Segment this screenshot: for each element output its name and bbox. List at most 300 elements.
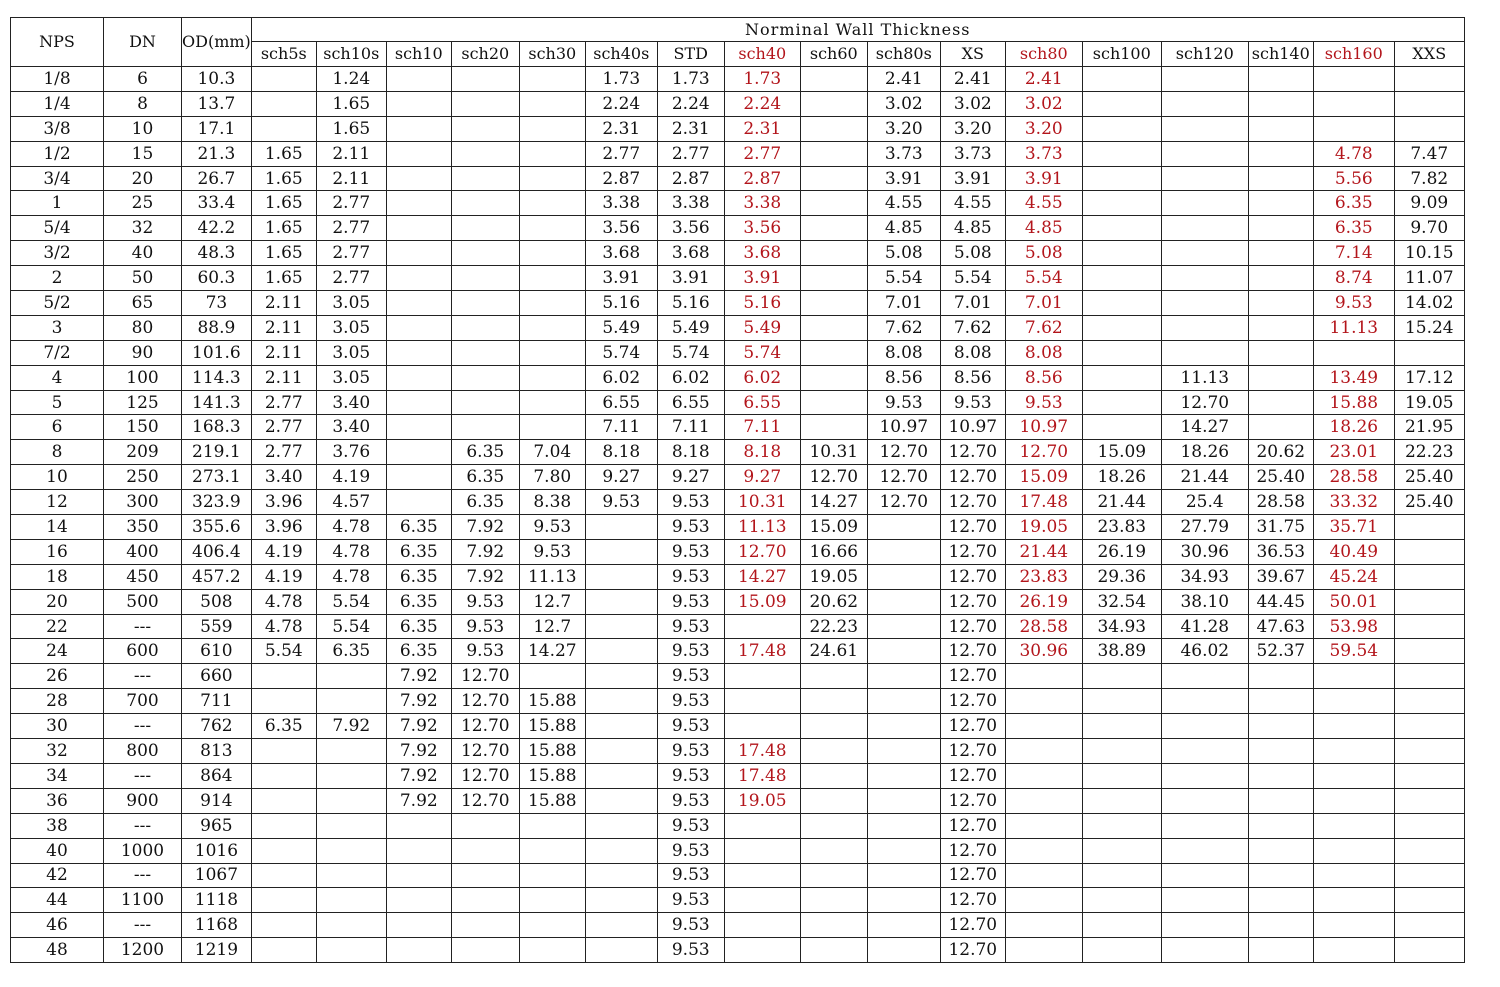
table-cell [1161, 216, 1248, 241]
table-cell: 12.7 [519, 614, 585, 639]
table-cell: 150 [104, 415, 182, 440]
table-cell [1161, 141, 1248, 166]
table-cell [386, 838, 451, 863]
table-cell: 23.01 [1313, 440, 1394, 465]
table-cell: 3.20 [867, 116, 940, 141]
table-cell: 900 [104, 788, 182, 813]
table-cell [251, 763, 316, 788]
table-cell: 209 [104, 440, 182, 465]
table-cell [1082, 913, 1161, 938]
table-cell [585, 614, 657, 639]
table-cell [1394, 116, 1464, 141]
table-cell: 88.9 [182, 315, 252, 340]
table-cell: 21.3 [182, 141, 252, 166]
table-row [11, 216, 1465, 241]
table-cell [867, 788, 940, 813]
table-cell [251, 67, 316, 92]
table-cell: 6 [104, 67, 182, 92]
table-cell: 24.61 [800, 639, 867, 664]
table-cell: 6.35 [1313, 191, 1394, 216]
table-cell: 30 [11, 714, 104, 739]
table-cell [1248, 241, 1313, 266]
table-cell: 38 [11, 813, 104, 838]
table-cell: 6.35 [386, 564, 451, 589]
table-cell [800, 739, 867, 764]
table-cell [800, 813, 867, 838]
table-cell [724, 689, 800, 714]
table-cell: 28.58 [1248, 490, 1313, 515]
table-cell: 762 [182, 714, 252, 739]
table-cell: 17.48 [1005, 490, 1082, 515]
table-cell [316, 813, 386, 838]
table-cell: 12.70 [940, 813, 1005, 838]
table-cell: 8.56 [940, 365, 1005, 390]
table-cell [519, 191, 585, 216]
pipe-schedule-table [10, 17, 1465, 963]
table-cell: 9.53 [657, 938, 724, 963]
table-cell: 15.24 [1394, 315, 1464, 340]
table-cell [451, 91, 519, 116]
table-cell: 1 [11, 191, 104, 216]
table-cell: 9.53 [657, 639, 724, 664]
table-cell [251, 788, 316, 813]
table-cell [386, 241, 451, 266]
table-cell: 101.6 [182, 340, 252, 365]
table-cell [251, 913, 316, 938]
table-cell: 2.87 [585, 166, 657, 191]
table-cell: 700 [104, 689, 182, 714]
table-cell [1161, 938, 1248, 963]
table-cell: 2.41 [1005, 67, 1082, 92]
table-row [11, 365, 1465, 390]
table-cell: 21.44 [1082, 490, 1161, 515]
table-cell [1248, 390, 1313, 415]
table-cell: 3.68 [657, 241, 724, 266]
table-cell: 5.16 [657, 291, 724, 316]
table-cell [1005, 913, 1082, 938]
table-cell: 4.78 [251, 614, 316, 639]
table-cell [1082, 763, 1161, 788]
table-cell: 2.77 [251, 390, 316, 415]
table-cell [519, 340, 585, 365]
table-cell [1248, 788, 1313, 813]
table-cell: 38.10 [1161, 589, 1248, 614]
table-cell: 2.87 [724, 166, 800, 191]
table-cell: 508 [182, 589, 252, 614]
table-cell: 1.73 [585, 67, 657, 92]
table-cell: 4.78 [251, 589, 316, 614]
table-cell: 20 [11, 589, 104, 614]
table-cell: 7.11 [657, 415, 724, 440]
table-cell [800, 664, 867, 689]
table-cell [1005, 813, 1082, 838]
table-cell: 16 [11, 539, 104, 564]
table-cell: 9.53 [657, 664, 724, 689]
table-cell [1313, 67, 1394, 92]
table-cell: 8.74 [1313, 266, 1394, 291]
table-cell: 114.3 [182, 365, 252, 390]
table-cell [1161, 739, 1248, 764]
table-row [11, 91, 1465, 116]
table-cell: 12.70 [940, 863, 1005, 888]
table-cell [867, 539, 940, 564]
table-cell: 40 [11, 838, 104, 863]
table-cell [1005, 714, 1082, 739]
table-cell: 2.24 [657, 91, 724, 116]
table-cell: 9.27 [657, 465, 724, 490]
table-cell: 2.11 [251, 340, 316, 365]
table-cell [1394, 664, 1464, 689]
table-cell [1082, 788, 1161, 813]
table-cell: 12.70 [940, 539, 1005, 564]
table-cell [251, 116, 316, 141]
table-cell [585, 863, 657, 888]
table-cell: 1.65 [251, 266, 316, 291]
table-row [11, 241, 1465, 266]
table-cell: 15.88 [519, 714, 585, 739]
table-cell: 5/4 [11, 216, 104, 241]
table-cell [519, 838, 585, 863]
header-sch5s: sch5s [251, 42, 316, 67]
header-nps: NPS [11, 18, 104, 67]
table-cell: 2.11 [316, 141, 386, 166]
table-cell: 6.35 [451, 465, 519, 490]
table-cell [800, 888, 867, 913]
table-cell: 6.35 [386, 639, 451, 664]
table-cell [867, 913, 940, 938]
header-sch100: sch100 [1082, 42, 1161, 67]
table-cell: 3.20 [940, 116, 1005, 141]
table-cell: 7.62 [940, 315, 1005, 340]
table-cell [386, 116, 451, 141]
table-cell [1394, 614, 1464, 639]
table-cell [316, 689, 386, 714]
table-cell: 1.65 [251, 166, 316, 191]
table-cell [519, 863, 585, 888]
table-cell: 12.70 [451, 664, 519, 689]
table-cell [1248, 888, 1313, 913]
table-cell: 42.2 [182, 216, 252, 241]
table-cell: 11.13 [1313, 315, 1394, 340]
table-cell: 33.32 [1313, 490, 1394, 515]
table-cell [1248, 166, 1313, 191]
table-cell: 9.53 [657, 763, 724, 788]
table-cell: 5.54 [867, 266, 940, 291]
table-cell [519, 266, 585, 291]
table-cell: 13.7 [182, 91, 252, 116]
table-cell: 6.02 [724, 365, 800, 390]
table-cell: 27.79 [1161, 515, 1248, 540]
table-row [11, 938, 1465, 963]
table-cell: 1/4 [11, 91, 104, 116]
table-cell: 2.77 [251, 415, 316, 440]
table-cell: 15.88 [519, 763, 585, 788]
table-cell [451, 315, 519, 340]
table-cell [1161, 888, 1248, 913]
table-cell [1161, 166, 1248, 191]
table-cell: 9.53 [451, 614, 519, 639]
table-cell [800, 315, 867, 340]
table-cell [1161, 763, 1248, 788]
table-cell: 4.19 [251, 564, 316, 589]
table-cell: 5.54 [251, 639, 316, 664]
table-cell [451, 67, 519, 92]
table-cell: 2.31 [724, 116, 800, 141]
table-cell: 33.4 [182, 191, 252, 216]
table-cell: 15.88 [1313, 390, 1394, 415]
table-cell: 6.35 [386, 515, 451, 540]
table-cell: 4 [11, 365, 104, 390]
table-cell [1161, 714, 1248, 739]
table-cell [451, 141, 519, 166]
table-cell [1394, 689, 1464, 714]
table-cell [1248, 191, 1313, 216]
table-cell: 25.40 [1248, 465, 1313, 490]
table-cell [800, 340, 867, 365]
table-cell: 32 [104, 216, 182, 241]
table-cell: 10.97 [940, 415, 1005, 440]
table-cell [251, 838, 316, 863]
table-cell [585, 564, 657, 589]
table-cell: 5.08 [867, 241, 940, 266]
table-cell: 4.57 [316, 490, 386, 515]
table-cell: 2.77 [316, 216, 386, 241]
table-cell: 1067 [182, 863, 252, 888]
table-cell: 11.07 [1394, 266, 1464, 291]
table-row [11, 714, 1465, 739]
table-cell [451, 913, 519, 938]
table-cell [1394, 515, 1464, 540]
header-sch80: sch80 [1005, 42, 1082, 67]
table-cell: 23.83 [1005, 564, 1082, 589]
table-cell: 47.63 [1248, 614, 1313, 639]
table-cell: 10 [11, 465, 104, 490]
table-cell: --- [104, 913, 182, 938]
table-cell [1248, 291, 1313, 316]
table-cell [1394, 589, 1464, 614]
table-cell [251, 689, 316, 714]
table-cell: 15.88 [519, 739, 585, 764]
table-cell [1248, 91, 1313, 116]
table-cell: 36 [11, 788, 104, 813]
header-sch80s: sch80s [867, 42, 940, 67]
table-cell [800, 291, 867, 316]
header-sch160: sch160 [1313, 42, 1394, 67]
table-cell: --- [104, 664, 182, 689]
table-cell: 1.65 [251, 141, 316, 166]
table-cell: --- [104, 813, 182, 838]
table-cell [1005, 739, 1082, 764]
table-cell [1161, 838, 1248, 863]
table-cell: 2.77 [316, 266, 386, 291]
table-cell [386, 888, 451, 913]
table-cell: 11.13 [519, 564, 585, 589]
table-cell: 3 [11, 315, 104, 340]
table-cell: 22.23 [1394, 440, 1464, 465]
table-cell [519, 664, 585, 689]
table-cell [867, 614, 940, 639]
table-cell [1248, 813, 1313, 838]
table-cell [867, 863, 940, 888]
table-cell: 73 [182, 291, 252, 316]
table-cell [316, 863, 386, 888]
table-cell: 1100 [104, 888, 182, 913]
table-cell: 3.91 [657, 266, 724, 291]
table-cell: 11.13 [1161, 365, 1248, 390]
table-cell: 2.41 [940, 67, 1005, 92]
table-cell [386, 913, 451, 938]
table-cell [519, 415, 585, 440]
table-cell [386, 490, 451, 515]
table-cell: 3.05 [316, 315, 386, 340]
table-cell: 3/8 [11, 116, 104, 141]
table-cell: 813 [182, 739, 252, 764]
table-cell: 1.65 [251, 241, 316, 266]
table-cell [1313, 788, 1394, 813]
table-cell [724, 614, 800, 639]
table-cell: 323.9 [182, 490, 252, 515]
table-cell [724, 664, 800, 689]
table-cell: 17.48 [724, 739, 800, 764]
table-cell [316, 913, 386, 938]
table-cell [867, 714, 940, 739]
table-cell: 4.55 [940, 191, 1005, 216]
table-cell: 9.53 [657, 813, 724, 838]
table-cell: 22 [11, 614, 104, 639]
table-cell: 19.05 [1394, 390, 1464, 415]
table-cell: 1.65 [316, 91, 386, 116]
table-cell [800, 241, 867, 266]
table-cell: 12.70 [940, 664, 1005, 689]
table-cell [800, 714, 867, 739]
table-cell [1248, 664, 1313, 689]
table-cell [251, 888, 316, 913]
table-cell [867, 639, 940, 664]
table-cell: 450 [104, 564, 182, 589]
table-cell: 29.36 [1082, 564, 1161, 589]
table-cell [1161, 788, 1248, 813]
table-row [11, 788, 1465, 813]
table-cell: 15.09 [724, 589, 800, 614]
table-cell [1248, 714, 1313, 739]
table-cell [451, 191, 519, 216]
table-cell: 3/2 [11, 241, 104, 266]
table-cell [386, 813, 451, 838]
table-cell: 65 [104, 291, 182, 316]
table-cell: 12.70 [867, 465, 940, 490]
table-cell: 13.49 [1313, 365, 1394, 390]
table-cell: 7.80 [519, 465, 585, 490]
table-cell: 8.56 [867, 365, 940, 390]
header-xs: XS [940, 42, 1005, 67]
table-cell: 12.70 [451, 714, 519, 739]
table-cell: 40.49 [1313, 539, 1394, 564]
table-cell [800, 415, 867, 440]
table-cell: 12.70 [940, 739, 1005, 764]
table-cell: 9.53 [657, 614, 724, 639]
table-cell [519, 315, 585, 340]
header-sch20: sch20 [451, 42, 519, 67]
table-cell: 3.91 [940, 166, 1005, 191]
table-cell: 1219 [182, 938, 252, 963]
table-cell [519, 938, 585, 963]
table-cell [585, 639, 657, 664]
table-cell: 9.53 [1313, 291, 1394, 316]
table-cell: 18.26 [1313, 415, 1394, 440]
table-cell: 12.70 [940, 938, 1005, 963]
table-cell: 38.89 [1082, 639, 1161, 664]
table-cell: 12.70 [724, 539, 800, 564]
table-cell: 7.92 [386, 689, 451, 714]
table-cell [1248, 141, 1313, 166]
table-cell: 45.24 [1313, 564, 1394, 589]
table-cell: 32.54 [1082, 589, 1161, 614]
table-cell: 3.02 [1005, 91, 1082, 116]
table-cell: 7.01 [1005, 291, 1082, 316]
table-cell: 219.1 [182, 440, 252, 465]
table-cell: 4.55 [1005, 191, 1082, 216]
table-cell [585, 813, 657, 838]
table-cell [519, 141, 585, 166]
table-cell: 660 [182, 664, 252, 689]
table-cell: 12.70 [940, 465, 1005, 490]
table-cell [251, 739, 316, 764]
table-row [11, 539, 1465, 564]
table-cell [451, 116, 519, 141]
table-cell: 1/2 [11, 141, 104, 166]
table-cell [1394, 639, 1464, 664]
table-cell [1394, 91, 1464, 116]
table-cell: 12.70 [940, 614, 1005, 639]
table-cell: 8 [104, 91, 182, 116]
table-cell: 7.04 [519, 440, 585, 465]
table-cell: 4.78 [316, 539, 386, 564]
table-cell: 21.44 [1161, 465, 1248, 490]
table-cell [1082, 714, 1161, 739]
table-cell [1161, 241, 1248, 266]
table-cell: 1.24 [316, 67, 386, 92]
table-cell: 7.82 [1394, 166, 1464, 191]
table-cell [1313, 813, 1394, 838]
table-row [11, 266, 1465, 291]
table-cell: 60.3 [182, 266, 252, 291]
table-cell: 23.83 [1082, 515, 1161, 540]
table-cell [1248, 913, 1313, 938]
table-cell: 9.53 [657, 539, 724, 564]
table-cell: 3.91 [867, 166, 940, 191]
table-cell: 3.68 [585, 241, 657, 266]
table-cell: 8.56 [1005, 365, 1082, 390]
table-cell: 7.01 [940, 291, 1005, 316]
table-cell [1082, 813, 1161, 838]
table-row [11, 166, 1465, 191]
table-cell [1313, 91, 1394, 116]
table-cell [867, 739, 940, 764]
table-cell: 48.3 [182, 241, 252, 266]
table-cell [1394, 67, 1464, 92]
table-cell: 41.28 [1161, 614, 1248, 639]
table-cell [386, 291, 451, 316]
table-cell: 3.96 [251, 515, 316, 540]
table-cell: 350 [104, 515, 182, 540]
table-cell [251, 813, 316, 838]
header-od: OD(mm) [182, 18, 252, 67]
table-cell: 300 [104, 490, 182, 515]
table-cell: 12.70 [940, 888, 1005, 913]
table-cell: 21.44 [1005, 539, 1082, 564]
table-cell: 965 [182, 813, 252, 838]
table-cell [1161, 813, 1248, 838]
